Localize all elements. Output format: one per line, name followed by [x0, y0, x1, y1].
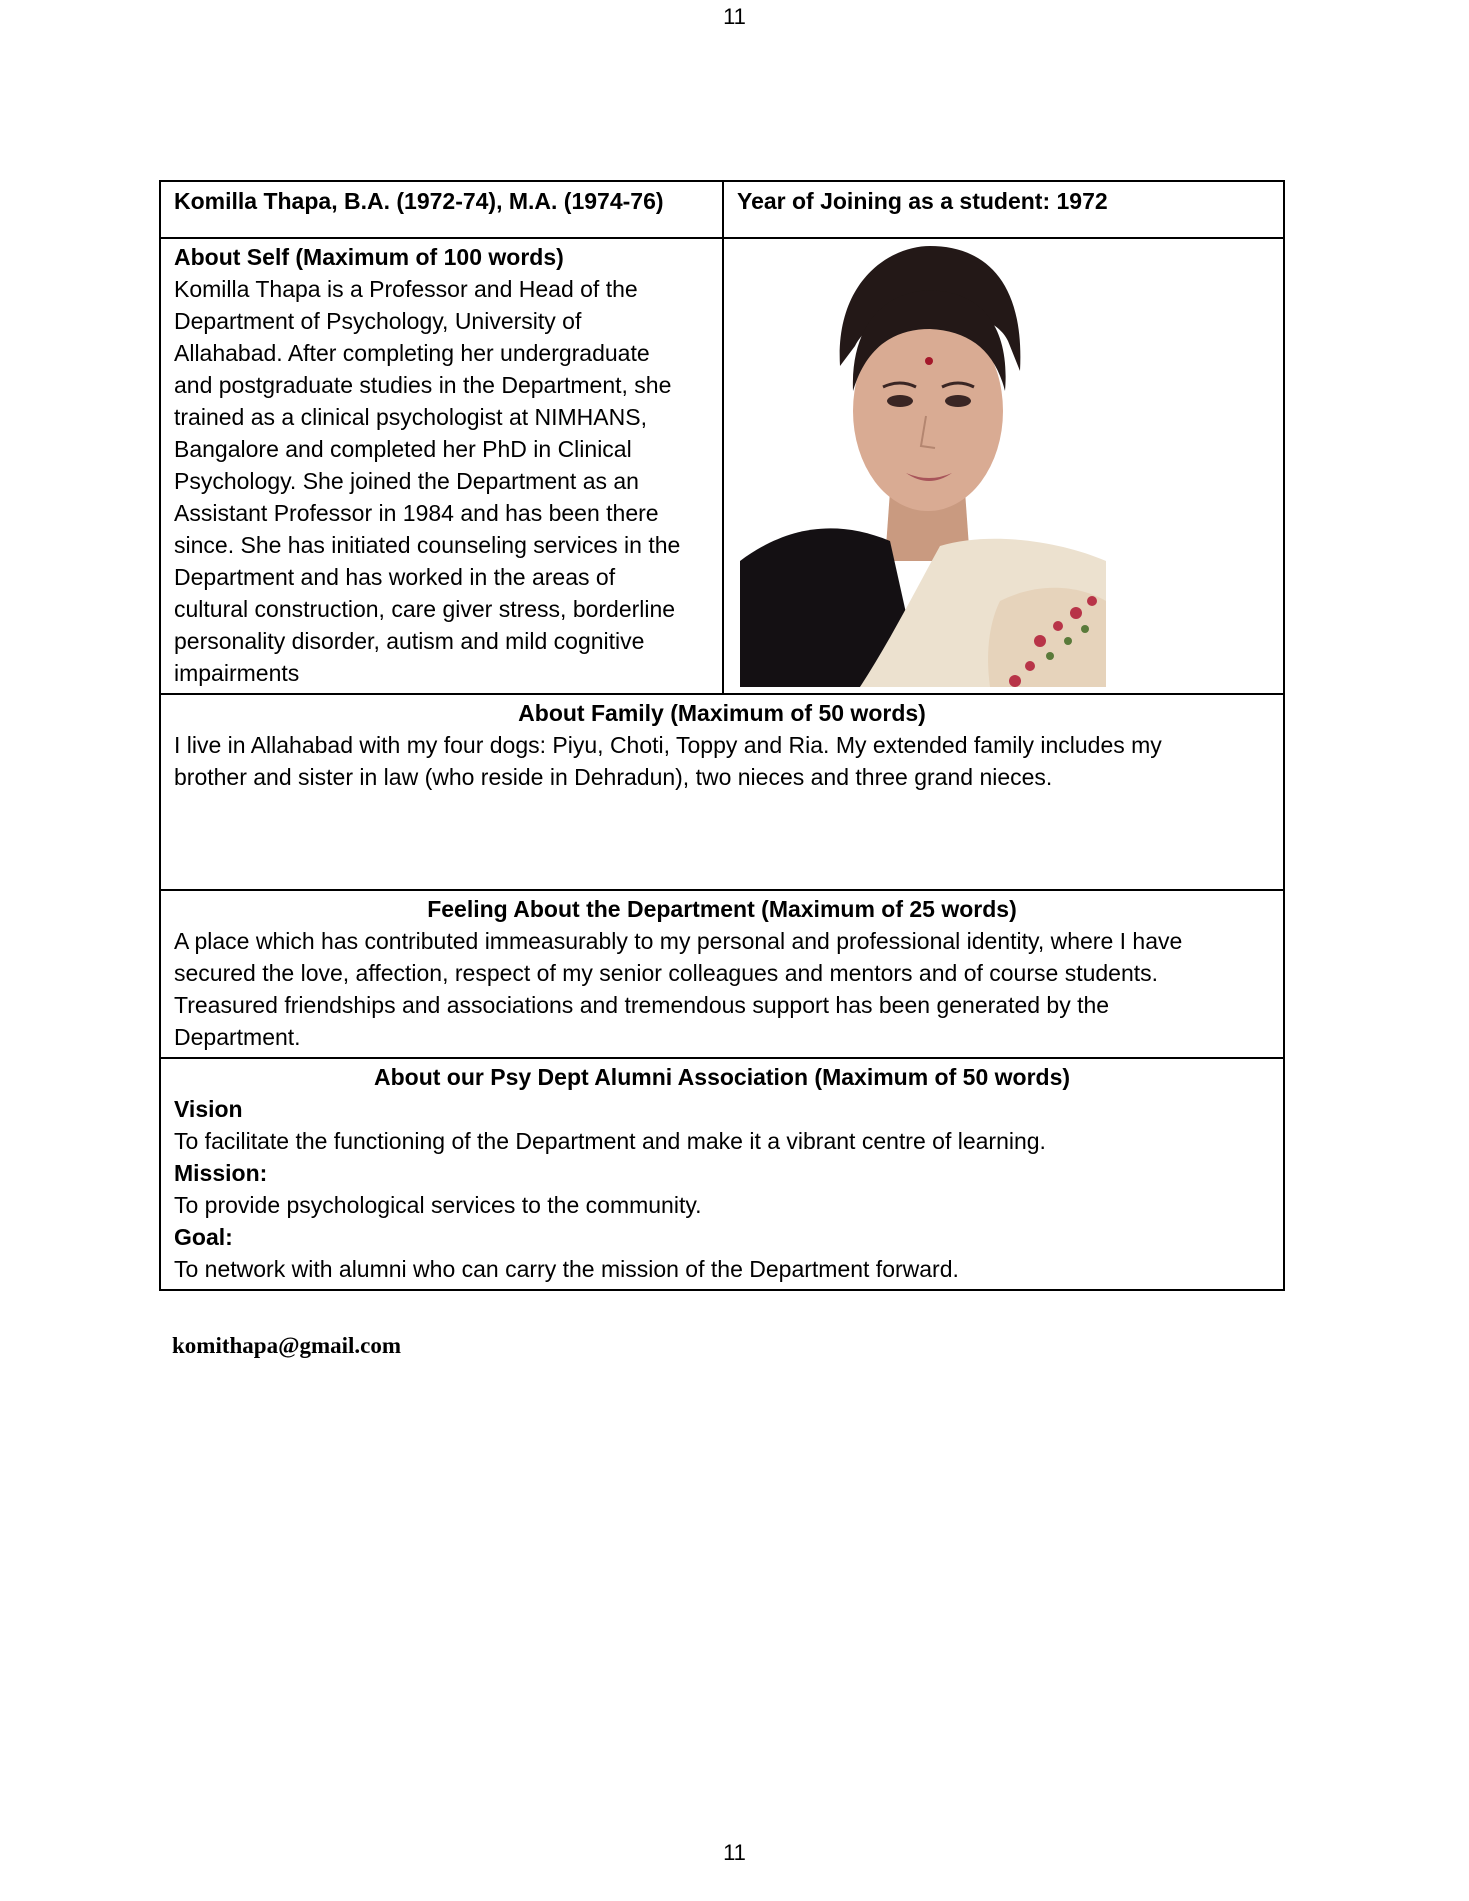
alumni-cell	[160, 1058, 1284, 1290]
text-line: Assistant Professor in 1984 and has been there	[174, 500, 659, 526]
text-line: cultural construction, care giver stress, borderline	[174, 596, 676, 622]
text-line: I live in Allahabad with my four dogs: Piyu, Choti, Toppy and Ria. My extended family includes my	[174, 732, 1162, 758]
vision-text: To facilitate the functioning of the Department and make it a vibrant centre of learning.	[174, 1128, 1046, 1154]
feeling-heading: Feeling About the Department (Maximum of 25 words)	[427, 896, 1017, 922]
text-line: brother and sister in law (who reside in Dehradun), two nieces and three grand nieces.	[174, 764, 1053, 790]
photo-cell	[723, 238, 1284, 694]
text-line: Bangalore and completed her PhD in Clinical	[174, 436, 632, 462]
about-self-row	[160, 238, 1284, 694]
about-self-heading: About Self (Maximum of 100 words)	[174, 244, 564, 270]
about-self-text	[174, 273, 709, 689]
text-line: A place which has contributed immeasurably to my personal and professional identity, where I have	[174, 928, 1183, 954]
text-line: Department of Psychology, University of	[174, 308, 582, 334]
about-family-heading: About Family (Maximum of 50 words)	[518, 700, 926, 726]
feeling-cell	[160, 890, 1284, 1058]
about-family-cell	[160, 694, 1284, 890]
text-line: Department.	[174, 1024, 301, 1050]
about-family-row	[160, 694, 1284, 890]
text-line: Psychology. She joined the Department as an	[174, 468, 639, 494]
header-row	[160, 181, 1284, 238]
text-line: Department and has worked in the areas of	[174, 564, 616, 590]
about-self-cell	[160, 238, 723, 694]
text-line: and postgraduate studies in the Department, she	[174, 372, 672, 398]
page-number-top: 11	[723, 4, 746, 29]
text-line: impairments	[174, 660, 300, 686]
text-line: personality disorder, autism and mild cognitive	[174, 628, 645, 654]
text-line: Komilla Thapa is a Professor and Head of the	[174, 276, 638, 302]
page-number-bottom: 11	[723, 1840, 746, 1865]
text-line: Treasured friendships and associations and tremendous support has been generated by the	[174, 992, 1110, 1018]
email-address: komithapa@gmail.com	[172, 1333, 402, 1358]
mission-label: Mission:	[174, 1160, 268, 1186]
portrait-photo	[740, 241, 1106, 687]
joining-year: Year of Joining as a student: 1972	[723, 181, 1284, 238]
text-line: Allahabad. After completing her undergraduate	[174, 340, 650, 366]
vision-label: Vision	[174, 1096, 243, 1122]
name-degrees: Komilla Thapa, B.A. (1972-74), M.A. (1974-76)	[160, 181, 723, 238]
feeling-row	[160, 890, 1284, 1058]
text-line: since. She has initiated counseling services in the	[174, 532, 681, 558]
text-line: trained as a clinical psychologist at NIMHANS,	[174, 404, 647, 430]
alumni-heading: About our Psy Dept Alumni Association (Maximum of 50 words)	[373, 1064, 1071, 1090]
goal-text: To network with alumni who can carry the mission of the Department forward.	[174, 1256, 959, 1282]
alumni-row	[160, 1058, 1284, 1290]
text-line: secured the love, affection, respect of my senior colleagues and mentors and of course students.	[174, 960, 1159, 986]
goal-label: Goal:	[174, 1224, 233, 1250]
mission-text: To provide psychological services to the community.	[174, 1192, 702, 1218]
alumni-profile-form	[159, 180, 1285, 1291]
